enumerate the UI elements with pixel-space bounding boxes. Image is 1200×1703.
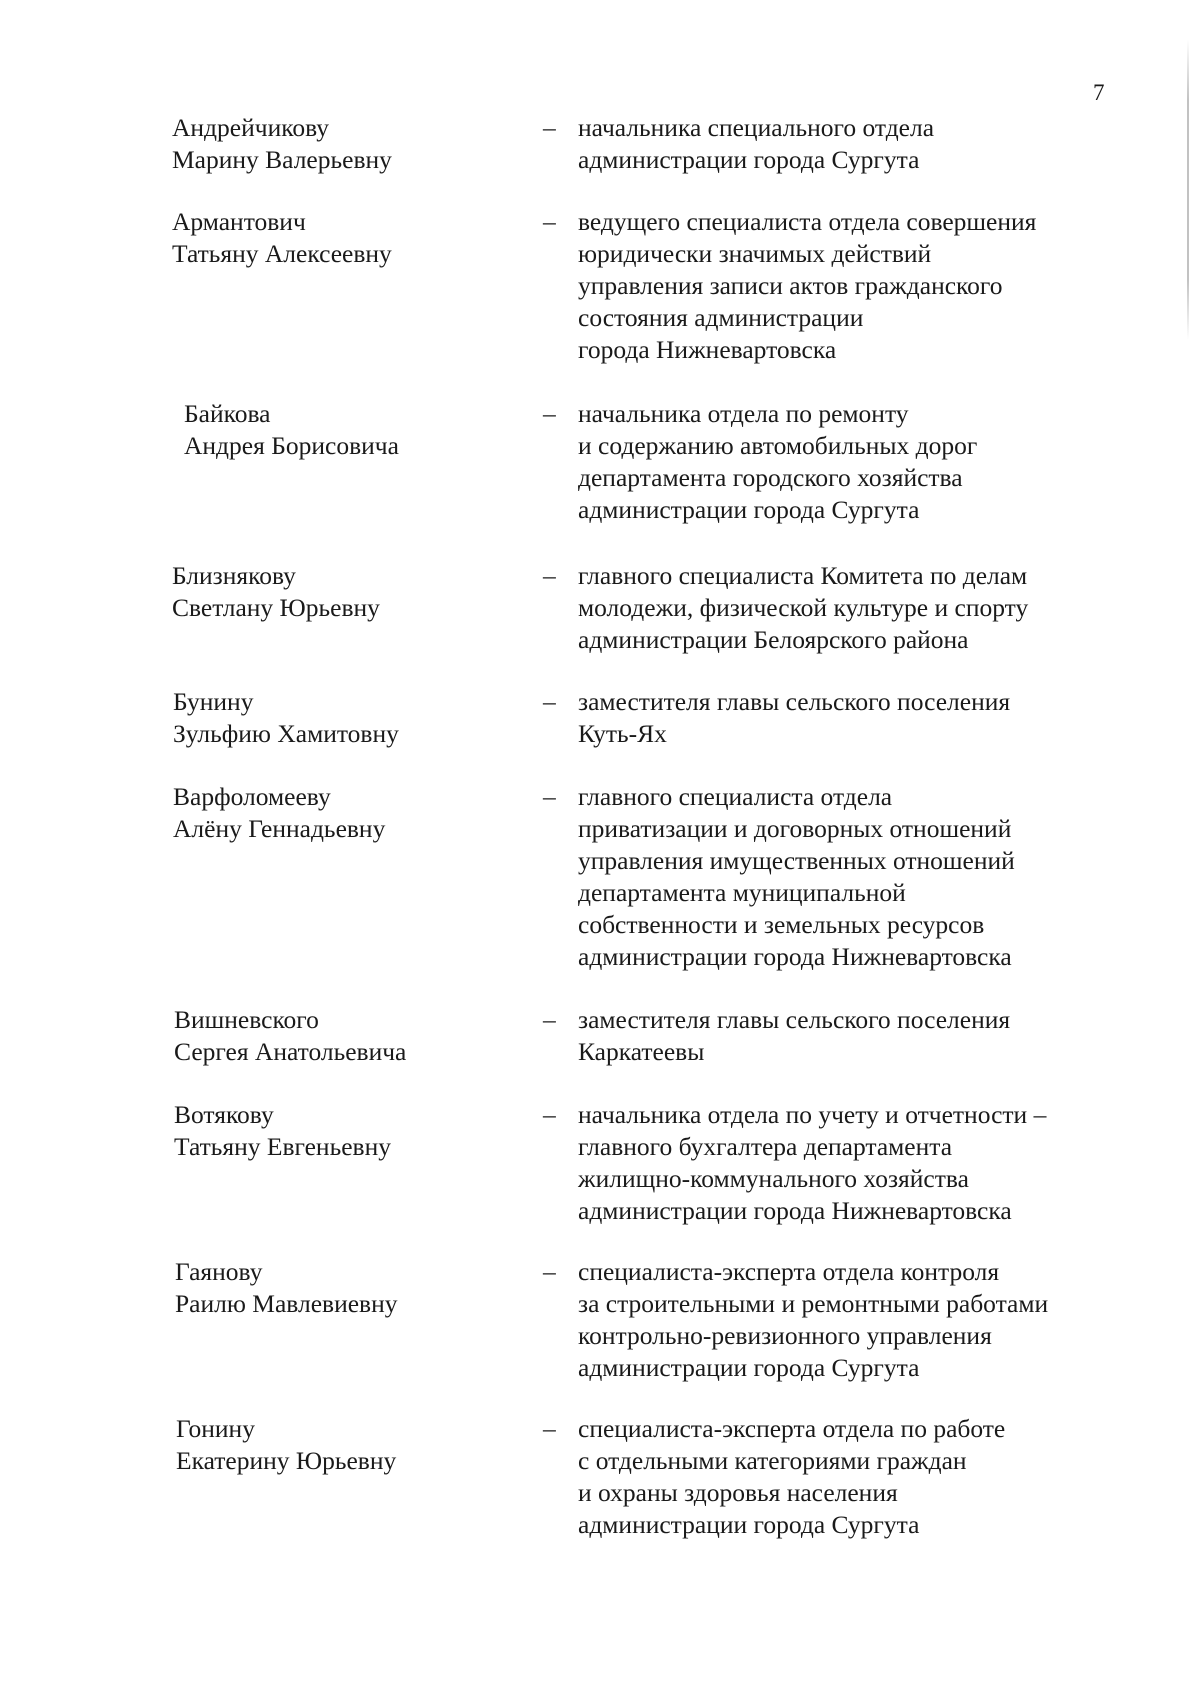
description-line: жилищно-коммунального хозяйства <box>578 1164 969 1193</box>
description-line: Каркатеевы <box>578 1037 705 1066</box>
description-line: администрации города Сургута <box>578 145 920 174</box>
person-name <box>184 398 399 462</box>
description-line: администрации города Сургута <box>578 1353 920 1382</box>
description-line: управления записи актов гражданского <box>578 271 1003 300</box>
dash: – <box>543 113 556 142</box>
dash: – <box>543 399 556 428</box>
position-description <box>578 1413 1005 1541</box>
description-line: юридически значимых действий <box>578 239 932 268</box>
surname: Вотякову <box>174 1100 274 1129</box>
description-line: главного бухгалтера департамента <box>578 1132 953 1161</box>
given-names: Светлану Юрьевну <box>172 593 380 622</box>
dash: – <box>543 561 556 590</box>
description-line: главного специалиста отдела <box>578 782 893 811</box>
scan-edge-mark <box>1187 40 1189 340</box>
description-line: приватизации и договорных отношений <box>578 814 1012 843</box>
description-line: собственности и земельных ресурсов <box>578 910 985 939</box>
description-line: департамента городского хозяйства <box>578 463 963 492</box>
position-description <box>578 112 934 176</box>
given-names: Сергея Анатольевича <box>174 1037 407 1066</box>
description-line: управления имущественных отношений <box>578 846 1015 875</box>
dash: – <box>543 782 556 811</box>
surname: Варфоломееву <box>173 782 331 811</box>
description-line: администрации Белоярского района <box>578 625 969 654</box>
given-names: Татьяну Алексеевну <box>172 239 392 268</box>
surname: Вишневского <box>174 1005 319 1034</box>
description-line: за строительными и ремонтными работами <box>578 1289 1049 1318</box>
person-name <box>173 781 385 845</box>
position-description <box>578 1004 1010 1068</box>
given-names: Екатерину Юрьевну <box>176 1446 397 1475</box>
surname: Гаянову <box>175 1257 263 1286</box>
person-name <box>172 206 392 270</box>
surname: Армантович <box>172 207 306 236</box>
description-line: департамента муниципальной <box>578 878 906 907</box>
person-name <box>175 1256 397 1320</box>
description-line: контрольно-ревизионного управления <box>578 1321 992 1350</box>
position-description <box>578 781 1015 973</box>
description-line: заместителя главы сельского поселения <box>578 1005 1011 1034</box>
surname: Гонину <box>176 1414 255 1443</box>
surname: Бунину <box>173 687 254 716</box>
position-description <box>578 1099 1046 1227</box>
given-names: Татьяну Евгеньевну <box>174 1132 391 1161</box>
description-line: главного специалиста Комитета по делам <box>578 561 1028 590</box>
given-names: Марину Валерьевну <box>172 145 392 174</box>
person-name <box>174 1099 391 1163</box>
description-line: администрации города Нижневартовска <box>578 1196 1012 1225</box>
description-line: Куть-Ях <box>578 719 667 748</box>
person-name <box>173 686 399 750</box>
dash: – <box>543 207 556 236</box>
position-description <box>578 398 977 526</box>
description-line: ведущего специалиста отдела совершения <box>578 207 1037 236</box>
given-names: Алёну Геннадьевну <box>173 814 386 843</box>
description-line: специалиста-эксперта отдела по работе <box>578 1414 1006 1443</box>
person-name <box>176 1413 396 1477</box>
position-description <box>578 560 1028 656</box>
description-line: состояния администрации <box>578 303 864 332</box>
description-line: и содержанию автомобильных дорог <box>578 431 978 460</box>
description-line: специалиста-эксперта отдела контроля <box>578 1257 1000 1286</box>
surname: Байкова <box>184 399 271 428</box>
given-names: Раилю Мавлевиевну <box>175 1289 398 1318</box>
given-names: Андрея Борисовича <box>184 431 399 460</box>
person-name <box>174 1004 406 1068</box>
description-line: администрации города Сургута <box>578 495 920 524</box>
description-line: администрации города Нижневартовска <box>578 942 1012 971</box>
dash: – <box>543 1005 556 1034</box>
description-line: с отдельными категориями граждан <box>578 1446 967 1475</box>
position-description <box>578 206 1036 366</box>
description-line: заместителя главы сельского поселения <box>578 687 1011 716</box>
person-name <box>172 560 380 624</box>
position-description <box>578 686 1010 750</box>
dash: – <box>543 687 556 716</box>
description-line: молодежи, физической культуре и спорту <box>578 593 1029 622</box>
surname: Близнякову <box>172 561 296 590</box>
dash: – <box>543 1257 556 1286</box>
description-line: и охраны здоровья населения <box>578 1478 898 1507</box>
description-line: начальника отдела по ремонту <box>578 399 909 428</box>
description-line: начальника специального отдела <box>578 113 935 142</box>
dash: – <box>543 1414 556 1443</box>
description-line: администрации города Сургута <box>578 1510 920 1539</box>
surname: Андрейчикову <box>172 113 329 142</box>
position-description <box>578 1256 1048 1384</box>
dash: – <box>543 1100 556 1129</box>
description-line: начальника отдела по учету и отчетности – <box>578 1100 1047 1129</box>
given-names: Зульфию Хамитовну <box>173 719 399 748</box>
page-number: 7 <box>1093 80 1105 105</box>
person-name <box>172 112 392 176</box>
description-line: города Нижневартовска <box>578 335 837 364</box>
